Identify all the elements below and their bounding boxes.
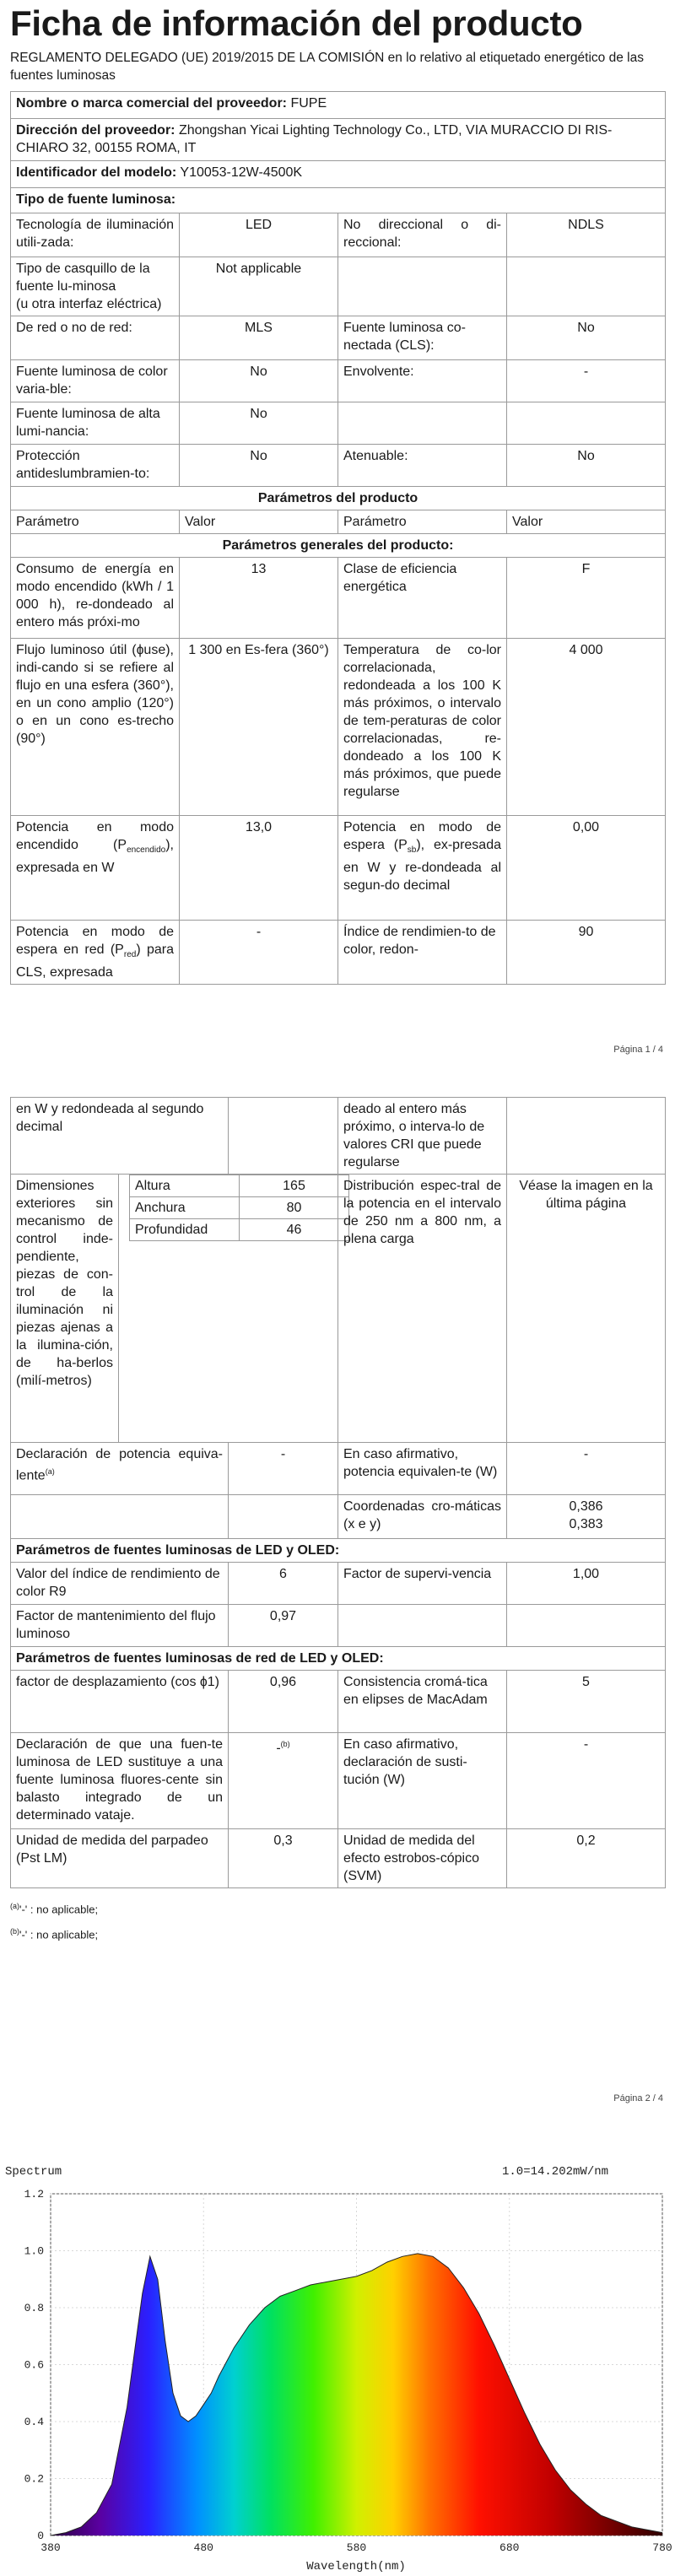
mains-params-heading: Parámetros de fuentes luminosas de red de LED y OLED:: [11, 1647, 666, 1671]
fluorescent-replacement-value: -$^{(b)}$: [229, 1733, 338, 1829]
height-value: 165: [240, 1175, 349, 1197]
dimensions-table: [129, 1175, 349, 1241]
footnote-a: $^{(a)}$'-' : no aplicable;: [10, 1902, 99, 1916]
product-info-table-continued: [10, 1097, 666, 1888]
x-value: 0,386: [569, 1499, 603, 1514]
envelope-label: Envolvente:: [338, 360, 507, 402]
col-value-1: Valor: [180, 510, 338, 534]
spectrum-chart: [0, 2156, 675, 2576]
energy-class-value: F: [507, 558, 666, 639]
col-param-1: Parámetro: [11, 510, 180, 534]
stroboscopic-value: 0,2: [507, 1829, 666, 1888]
tech-value: LED: [180, 213, 338, 257]
glare-label: Protección antideslumbramien-to:: [11, 445, 180, 487]
equivalent-power-label: Declaración de potencia equiva-lente$^{(a)}$: [11, 1443, 229, 1495]
width-value: 80: [240, 1197, 349, 1219]
x-axis-label: Wavelength(nm): [306, 2560, 406, 2573]
displacement-value: 0,96: [229, 1671, 338, 1733]
mains-label: De red o no de red:: [11, 316, 180, 360]
energy-value: 13: [180, 558, 338, 639]
x-tick-label: 580: [346, 2541, 367, 2554]
cap-value: Not applicable: [180, 257, 338, 316]
source-type-heading: Tipo de fuente luminosa:: [11, 188, 666, 213]
envelope-value: -: [507, 360, 666, 402]
directional-value: NDLS: [507, 213, 666, 257]
high-luminance-value: No: [180, 402, 338, 445]
spd-value: Véase la imagen en la última página: [507, 1175, 666, 1443]
cls-label: Fuente luminosa co-nectada (CLS):: [338, 316, 507, 360]
general-params-heading: Parámetros generales del producto:: [11, 534, 666, 558]
regulation-text: REGLAMENTO DELEGADO (UE) 2019/2015 DE LA COMISIÓN en lo relativo al etiquetado energético de las fuentes luminosas: [10, 51, 644, 83]
cri-label-cont: deado al entero más próximo, o interva-lo de valores CRI que puede regularse: [338, 1098, 507, 1175]
spd-label: Distribución espec-tral de la potencia en el intervalo de 250 nm a 800 nm, a plena carga: [338, 1175, 507, 1443]
cap-label: Tipo de casquillo de la fuente lu-minosa (u otra interfaz eléctrica): [11, 257, 180, 316]
depth-label: Profundidad: [130, 1219, 240, 1241]
supplier-name-row: Nombre o marca comercial del proveedor: FUPE: [11, 92, 666, 119]
network-standby-label: Potencia en modo de espera en red $(P_{red})$ para CLS, expresada: [11, 921, 180, 985]
on-mode-power-label: Potencia en modo encendido $(P_{encendido})$, expresada en W: [11, 816, 180, 921]
chart-title: Spectrum: [5, 2165, 62, 2179]
fluorescent-replacement-label: Declaración de que una fuen-te luminosa de LED sustituye a una fuente luminosa fluores-cente sin balasto integrado de un determinado vataje.: [11, 1733, 229, 1829]
dimensions-label: Dimensiones exteriores sin mecanismo de control inde-pendiente, piezas de con-trol de la iluminación ni piezas ajenas a la ilumina-ción, de ha-berlos (milí-metros): [11, 1175, 119, 1443]
page-number-1: Página 1 / 4: [613, 1045, 663, 1055]
directional-label: No direccional o di-reccional:: [338, 213, 507, 257]
standby-power-label: Potencia en modo de espera $(P_{sb})$, ex-presada en W y re-dondeada al segun-do decimal: [338, 816, 507, 921]
on-mode-power-value: 13,0: [180, 816, 338, 921]
height-label: Altura: [130, 1175, 240, 1197]
y-tick-label: 0.8: [24, 2302, 44, 2314]
flicker-value: 0,3: [229, 1829, 338, 1888]
mains-value: MLS: [180, 316, 338, 360]
survival-value: 1,00: [507, 1563, 666, 1605]
chart-annotation: 1.0=14.202mW/nm: [502, 2165, 609, 2179]
network-standby-value: -: [180, 921, 338, 985]
document-title: Ficha de información del producto: [10, 3, 583, 43]
footnote-b: $^{(b)}$'-' : no aplicable;: [10, 1927, 99, 1941]
width-label: Anchura: [130, 1197, 240, 1219]
stroboscopic-label: Unidad de medida del efecto estrobos-cópico (SVM): [338, 1829, 507, 1888]
led-params-heading: Parámetros de fuentes luminosas de LED y OLED:: [11, 1539, 666, 1563]
depth-value: 46: [240, 1219, 349, 1241]
chromaticity-label: Coordenadas cro-máticas (x e y): [338, 1495, 507, 1539]
equivalent-yes-value: -: [507, 1443, 666, 1495]
product-info-table: [10, 91, 666, 985]
y-tick-label: 0.2: [24, 2472, 44, 2486]
tech-label: Tecnología de iluminación utili-zada:: [11, 213, 180, 257]
page-2: [0, 1097, 675, 2103]
supplier-address-value: Zhongshan Yicai Lighting Technology Co., LTD, VIA MURACCIO DI RIS-CHIARO 32, 00155 ROMA, IT: [16, 123, 613, 155]
supplier-address-row: Dirección del proveedor: Zhongshan Yicai Lighting Technology Co., LTD, VIA MURACCIO DI RIS-CHIARO 32, 00155 ROMA, IT: [11, 119, 666, 161]
y-tick-label: 0.6: [24, 2358, 44, 2372]
spectrum-svg: [0, 2156, 675, 2576]
x-axis-ticks: [40, 2541, 672, 2554]
r9-value: 6: [229, 1563, 338, 1605]
col-value-2: Valor: [507, 510, 666, 534]
consistency-label: Consistencia cromá-tica en elipses de MacAdam: [338, 1671, 507, 1733]
y-tick-label: 0.4: [24, 2416, 44, 2428]
dimmable-label: Atenuable:: [338, 445, 507, 487]
cri-value: 90: [507, 921, 666, 985]
colour-value: No: [180, 360, 338, 402]
y-tick-label: 1.2: [24, 2188, 44, 2201]
model-id-row: Identificador del modelo: Y10053-12W-4500K: [11, 161, 666, 188]
x-tick-label: 680: [500, 2541, 520, 2554]
y-tick-label: 0: [37, 2530, 44, 2542]
page-1: [0, 0, 675, 1055]
params-heading: Parámetros del producto: [11, 487, 666, 510]
maintenance-label: Factor de mantenimiento del flujo luminoso: [11, 1605, 229, 1647]
supplier-name-value: FUPE: [290, 96, 327, 111]
glare-value: No: [180, 445, 338, 487]
chromaticity-values: [507, 1495, 666, 1539]
displacement-label: factor de desplazamiento (cos ɸ1): [11, 1671, 229, 1733]
standby-power-value: 0,00: [507, 816, 666, 921]
cri-label: Índice de rendimien-to de color, redon-: [338, 921, 507, 985]
colour-label: Fuente luminosa de color varia-ble:: [11, 360, 180, 402]
flicker-label: Unidad de medida del parpadeo (Pst LM): [11, 1829, 229, 1888]
y-axis-ticks: [24, 2188, 45, 2542]
energy-label: Consumo de energía en modo encendido (kWh / 1 000 h), re-dondeado al entero más próxi-mo: [11, 558, 180, 639]
equivalent-yes-label: En caso afirmativo, potencia equivalen-te (W): [338, 1443, 507, 1495]
consistency-value: 5: [507, 1671, 666, 1733]
model-id-value: Y10053-12W-4500K: [180, 165, 303, 180]
flux-value: 1 300 en Es-fera (360°): [180, 639, 338, 816]
page-number-2: Página 2 / 4: [613, 2093, 663, 2103]
x-tick-label: 480: [193, 2541, 213, 2554]
high-luminance-label: Fuente luminosa de alta lumi-nancia:: [11, 402, 180, 445]
cct-label: Temperatura de co-lor correlacionada, redondeada a los 100 K más próximos, o intervalo de tem-peraturas de color correlacionadas, re-dondeado a los 100 K más próximos, que puede regularse: [338, 639, 507, 816]
cct-value: 4 000: [507, 639, 666, 816]
x-tick-label: 780: [652, 2541, 672, 2554]
r9-label: Valor del índice de rendimiento de color R9: [11, 1563, 229, 1605]
x-tick-label: 380: [40, 2541, 61, 2554]
dimmable-value: No: [507, 445, 666, 487]
network-standby-label-cont: en W y redondeada al segundo decimal: [11, 1098, 229, 1175]
maintenance-value: 0,97: [229, 1605, 338, 1647]
replacement-claim-value: -: [507, 1733, 666, 1829]
equivalent-power-value: -: [229, 1443, 338, 1495]
flux-label: Flujo luminoso útil (ɸuse), indi-cando si se refiere al flujo en una esfera (360°), en un cono amplio (120°) o en un cono es-trecho (90°): [11, 639, 180, 816]
survival-label: Factor de supervi-vencia: [338, 1563, 507, 1605]
energy-class-label: Clase de eficiencia energética: [338, 558, 507, 639]
cls-value: No: [507, 316, 666, 360]
replacement-claim-label: En caso afirmativo, declaración de susti-tución (W): [338, 1733, 507, 1829]
y-tick-label: 1.0: [24, 2244, 44, 2258]
y-value: 0,383: [569, 1517, 603, 1531]
col-param-2: Parámetro: [338, 510, 507, 534]
